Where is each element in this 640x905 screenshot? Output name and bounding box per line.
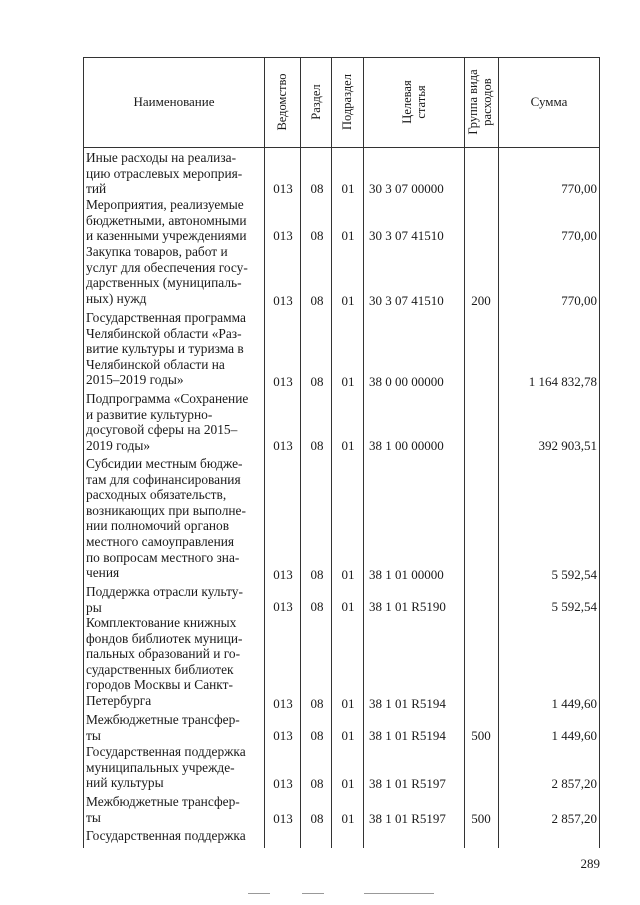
cell-podrazdel: 01 [341,696,355,711]
cell-razdel: 08 [310,776,324,791]
cell-razdel: 08 [310,696,324,711]
row-name-line: там для софинансирования [86,471,241,487]
row-name-line: витие культуры и туризма в [86,341,244,357]
table-top-border [83,57,600,58]
row-name-line: пальных образований и го- [86,646,241,662]
header-razdel: Раздел [309,84,323,120]
cell-summa: 392 903,51 [538,438,597,453]
cell-vedomstvo: 013 [273,776,293,791]
row-name-line: муниципальных учрежде- [86,759,235,775]
cell-summa: 770,00 [561,293,597,308]
cell-summa: 5 592,54 [551,567,597,582]
cell-podrazdel: 01 [341,776,355,791]
cell-vedomstvo: 013 [273,293,293,308]
row-name [86,584,261,615]
cell-podrazdel: 01 [341,181,355,196]
row-name-line: Челябинской области «Раз- [86,325,242,341]
row-name-line: городов Москвы и Санкт- [86,677,233,693]
cell-celevaya: 30 3 07 41510 [369,293,444,308]
row-name [86,712,261,743]
row-name-line: Челябинской области на [86,356,225,372]
cell-celevaya: 38 1 01 R5194 [369,696,446,711]
row-name-line: чения [86,565,120,581]
row-name [86,391,261,453]
cell-razdel: 08 [310,374,324,389]
header-gruppa-line1: Группа вида [466,69,480,135]
col-border-podrazdel [363,57,364,848]
cell-podrazdel: 01 [341,374,355,389]
row-name-line: Комплектование книжных [86,615,237,630]
row-name [86,197,261,244]
row-name-line: Государственная поддержка [86,828,246,843]
row-name-line: Межбюджетные трансфер- [86,712,240,727]
row-name [86,456,261,581]
row-name-line: досуговой сферы на 2015– [86,422,238,438]
cell-vedomstvo: 013 [273,374,293,389]
cell-podrazdel: 01 [341,228,355,243]
cell-razdel: 08 [310,293,324,308]
row-name-line: услуг для обеспечения госу- [86,259,248,275]
row-name [86,615,261,709]
row-name-line: и развитие культурно- [86,406,213,422]
cell-razdel: 08 [310,599,324,614]
cell-podrazdel: 01 [341,811,355,826]
cell-razdel: 08 [310,228,324,243]
cell-vedomstvo: 013 [273,228,293,243]
cell-gruppa: 500 [471,811,491,826]
header-celevaya-line1: Целевая [400,80,414,124]
cell-vedomstvo: 013 [273,728,293,743]
row-name-line: ры [86,599,102,615]
row-name [86,828,261,844]
row-name-line: Государственная программа [86,310,246,325]
header-celevaya-line2: статья [414,85,428,119]
cell-celevaya: 38 0 00 00000 [369,374,444,389]
header-name: Наименование [133,94,215,109]
row-name-line: 2019 годы» [86,437,151,453]
cell-podrazdel: 01 [341,567,355,582]
header-summa: Сумма [530,94,568,109]
cell-podrazdel: 01 [341,728,355,743]
cell-celevaya: 38 1 01 00000 [369,567,444,582]
page-number: 289 [580,856,600,871]
row-name-line: ты [86,809,101,825]
row-name-line: сударственных библиотек [86,661,234,677]
row-name-line: и казенными учреждениями [86,228,247,244]
row-name [86,244,261,306]
header-podrazdel: Подраздел [340,74,354,130]
cell-podrazdel: 01 [341,293,355,308]
col-border-razdel [331,57,332,848]
cell-gruppa: 200 [471,293,491,308]
col-border-name [264,57,265,848]
row-name-line: бюджетными, автономными [86,212,247,228]
row-name-line: Межбюджетные трансфер- [86,794,240,809]
cell-podrazdel: 01 [341,599,355,614]
row-name-line: Субсидии местным бюдже- [86,456,243,471]
cell-razdel: 08 [310,438,324,453]
cell-celevaya: 38 1 01 R5194 [369,728,446,743]
cell-summa: 770,00 [561,228,597,243]
row-name-line: ний культуры [86,775,164,791]
row-name [86,744,261,791]
row-name-line: Подпрограмма «Сохранение [86,391,249,406]
row-name-line: цию отраслевых мероприя- [86,165,243,181]
footer-rule [248,893,270,894]
row-name [86,150,261,197]
row-name-line: 2015–2019 годы» [86,372,184,388]
row-name-line: Мероприятия, реализуемые [86,197,244,212]
header-gruppa-line2: расходов [480,78,494,126]
cell-vedomstvo: 013 [273,567,293,582]
cell-vedomstvo: 013 [273,599,293,614]
cell-summa: 1 449,60 [551,728,597,743]
row-name [86,310,261,388]
cell-razdel: 08 [310,811,324,826]
col-border-gruppa [498,57,499,848]
cell-celevaya: 30 3 07 00000 [369,181,444,196]
row-name-line: ты [86,727,101,743]
row-name-line: местного самоуправления [86,533,235,549]
cell-celevaya: 38 1 01 R5197 [369,811,446,826]
header-celevaya [400,67,428,137]
row-name [86,794,261,825]
col-border-ved [300,57,301,848]
cell-podrazdel: 01 [341,438,355,453]
row-name-line: дарственных (муниципаль- [86,275,242,291]
row-name-line: Закупка товаров, работ и [86,244,228,259]
col-border-left [83,57,84,848]
cell-vedomstvo: 013 [273,696,293,711]
row-name-line: Государственная поддержка [86,744,246,759]
row-name-line: фондов библиотек муници- [86,630,243,646]
header-vedomstvo: Ведомство [275,73,289,131]
row-name-line: Иные расходы на реализа- [86,150,237,165]
cell-razdel: 08 [310,728,324,743]
footer-rule [302,893,324,894]
row-name-line: возникающих при выполне- [86,502,246,518]
cell-celevaya: 38 1 01 R5197 [369,776,446,791]
cell-summa: 2 857,20 [551,776,597,791]
cell-vedomstvo: 013 [273,438,293,453]
cell-summa: 1 449,60 [551,696,597,711]
cell-celevaya: 30 3 07 41510 [369,228,444,243]
row-name-line: тий [86,181,107,197]
row-name-line: по вопросам местного зна- [86,549,240,565]
cell-gruppa: 500 [471,728,491,743]
cell-summa: 2 857,20 [551,811,597,826]
cell-razdel: 08 [310,181,324,196]
cell-vedomstvo: 013 [273,181,293,196]
footer-rule [364,893,434,894]
cell-celevaya: 38 1 00 00000 [369,438,444,453]
cell-vedomstvo: 013 [273,811,293,826]
row-name-line: Поддержка отрасли культу- [86,584,243,599]
header-bottom-border [83,147,600,148]
header-gruppa [466,58,494,146]
row-name-line: нии полномочий органов [86,518,230,534]
row-name-line: Петербурга [86,692,152,708]
cell-razdel: 08 [310,567,324,582]
cell-summa: 770,00 [561,181,597,196]
row-name-line: ных) нужд [86,290,147,306]
cell-summa: 5 592,54 [551,599,597,614]
row-name-line: расходных обязательств, [86,487,227,503]
cell-celevaya: 38 1 01 R5190 [369,599,446,614]
cell-summa: 1 164 832,78 [528,374,597,389]
col-border-right [599,57,600,848]
